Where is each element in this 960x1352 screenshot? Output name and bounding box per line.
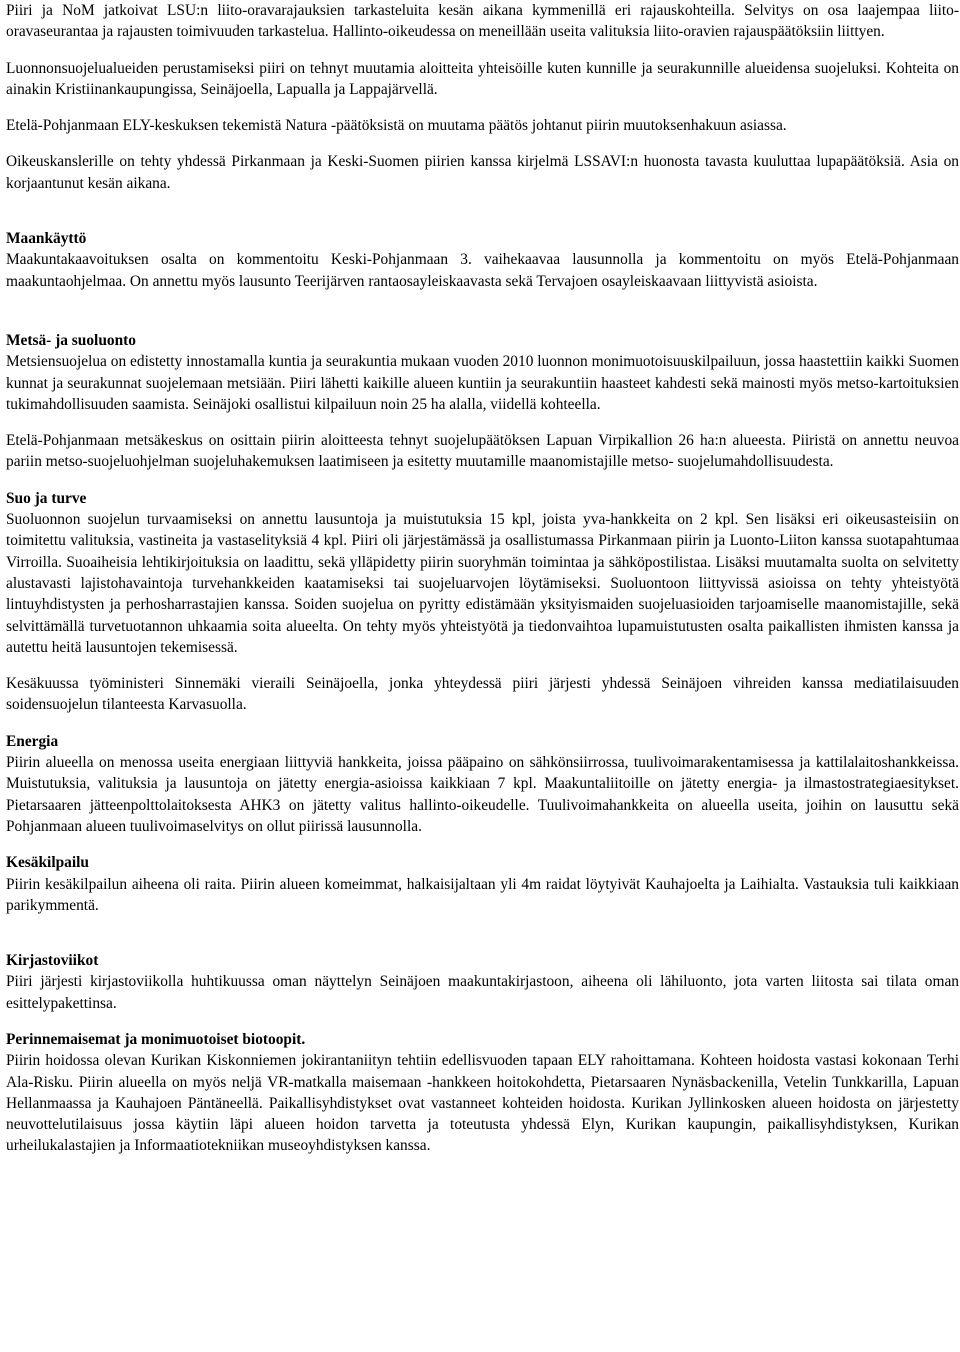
paragraph-luonnonsuojelualueet: Luonnonsuojelualueiden perustamiseksi piiri on tehnyt muutamia aloitteita yhteisöille kuten kunnille ja seurakunnille alueidensa suojeluksi. Kohteita on ainakin Kristiinankaupungissa, Seinäjoella, Lapualla ja Lappajärvellä. — [6, 59, 959, 98]
paragraph-energia: Piirin alueella on menossa useita energiaan liittyviä hankkeita, joissa pääpaino on sähkönsiirrossa, tuulivoimarakentamisessa ja kattilalaitoshankkeissa. Muistutuksia, valituksia ja lausuntoja on jätetty energia-asioissa kaikkiaan 7 kpl. Maakuntaliitoille on jätetty energia- ja ilmastostrategiaesitykset. Pietarsaaren jätteenpolttolaitoksesta AHK3 on jätetty valitus hallinto-oikeudelle. Tuulivoimahankkeita on alueella useita, joihin on lausuttu sekä Pohjanmaan alueen tuulivoimaselvitys on ollut piirissä lausunnolla. — [6, 754, 959, 835]
heading-kirjastoviikot: Kirjastoviikot — [6, 952, 99, 970]
paragraph-liito-orava: Piiri ja NoM jatkoivat LSU:n liito-oravarajauksien tarkasteluita kesän aikana kymmenillä eri rajauskohteilla. Selvitys on osa laajempaa liito-oravaseurantaa ja rajausten toimivuuden tarkastelua. Hallinto-oikeudessa on meneillään useita valituksia liito-oravien rajauspäätöksiin liittyen. — [6, 2, 959, 41]
paragraph-kirjastoviikot: Piiri järjesti kirjastoviikolla huhtikuussa oman näyttelyn Seinäjoen maakuntakirjastoon, aiheena oli lähiluonto, jota varten liitosta sai tilata oman esittelypakettinsa. — [6, 973, 959, 1012]
document-page — [6, 0, 959, 1157]
heading-metsa-ja-suoluonto: Metsä- ja suoluonto — [6, 331, 136, 349]
paragraph-perinnemaisemat: Piirin hoidossa olevan Kurikan Kiskonniemen jokirantaniityn tehtiin edellisvuoden tapaan ELY rahoittamana. Kohteen hoidosta vastasi kokonaan Terhi Ala-Risku. Piirin alueella on myös neljä VR-matkalla maisemaan -hankkeen hoitokohdetta, Pietarsaaren Nynäsbackenilla, Vetelin Tunkkarilla, Lapuan Hellanmaassa ja Kauhajoen Päntäneellä. Paikallisyhdistykset ovat vastanneet kohteiden hoidosta. Kurikan Jyllinkosken alueen hoidosta on järjestetty neuvottelutilaisuus jossa käytiin läpi alueen hoidon tarvetta ja toteutusta yhdessä Elyn, Kurikan kaupungin, paikallisyhdistyksen, Kurikan urheilukalastajien ja Informaatiotekniikan museoyhdistyksen kanssa. — [6, 1052, 959, 1155]
paragraph-metsakeskus: Etelä-Pohjanmaan metsäkeskus on osittain piirin aloitteesta tehnyt suojelupäätöksen Lapuan Virpikallion 26 ha:n alueesta. Piiristä on annettu neuvoa pariin metso-suojeluohjelman suojeluhakemuksen laatimiseen ja esitetty muutamille maanomistajille metso- suojelumahdollisuudesta. — [6, 432, 959, 471]
paragraph-natura-paatokset: Etelä-Pohjanmaan ELY-keskuksen tekemistä Natura -päätöksistä on muutama päätös johtanut piirin muutoksenhakuun asiassa. — [6, 117, 787, 135]
paragraph-suoluonto: Suoluonnon suojelun turvaamiseksi on annettu lausuntoja ja muistutuksia 15 kpl, joista yva-hankkeita on 2 kpl. Sen lisäksi eri oikeusasteisiin on toimitettu valituksia, vastineita ja vastaselityksiä 4 kpl. Piiri oli järjestämässä ja osallistumassa Pirkanmaan piirin ja Luonto-Liiton kanssa suotapahtumaa Virroilla. Suoaiheisia lehtikirjoituksia on laadittu, sekä ylläpidetty piirin suoryhmän toimintaa ja sähköpostilistaa. Lisäksi muutamalta suolta on selvitetty alustavasti lajistohavaintoja turvehankkeiden kaatamiseksi tai suojeluarvojen löytämiseksi. Suoluontoon liittyvissä asioissa on tehty yhteistyötä lintuyhdistysten ja perhosharrastajien kanssa. Soiden suojelua on pyritty edistämään yksityismaiden suojeluasioiden tarjoamiselle maanomistajille, sekä selvittämällä turvetuotannon uhkaamia soita alueelta. On tehty myös yhteistyötä ja tiedonvaihtoa lupamuistutusten osalta paikallisten ihmisten kanssa ja autettu heitä lausuntojen tekemisessä. — [6, 511, 959, 656]
heading-kesakilpailu: Kesäkilpailu — [6, 854, 89, 872]
heading-perinnemaisemat: Perinnemaisemat ja monimuotoiset biotoopit. — [6, 1030, 306, 1048]
heading-energia: Energia — [6, 732, 59, 750]
paragraph-kesakilpailu: Piirin kesäkilpailun aiheena oli raita. Piirin alueen komeimmat, halkaisijaltaan yli 4m raidat löytyivät Kauhajoelta ja Laihialta. Vastauksia tuli kaikkiaan parikymmentä. — [6, 875, 959, 914]
paragraph-metsiensuojelu: Metsiensuojelua on edistetty innostamalla kuntia ja seurakuntia mukaan vuoden 2010 luonnon monimuotoisuuskilpailuun, jossa haastettiin kaikki Suomen kunnat ja seurakunnat suojelemaan metsiään. Piiri lähetti kaikille alueen kuntiin ja seurakuntiin haasteet kahdesti sekä mainosti myös metso-kartoituksien tukimahdollisuuden saamista. Seinäjoki osallistui kilpailuun noin 25 ha alalla, viidellä kohteella. — [6, 353, 959, 413]
paragraph-maankaytto: Maakuntakaavoituksen osalta on kommentoitu Keski-Pohjanmaan 3. vaihekaavaa lausunnolla ja kommentoitu on myös Etelä-Pohjanmaan maakuntaohjelmaa. On annettu myös lausunto Teerijärven rantaosayleiskaavasta sekä Tervajoen osayleiskaavaan liittyvistä asioista. — [6, 251, 959, 290]
heading-maankaytto: Maankäyttö — [6, 230, 87, 248]
paragraph-sinnemaki: Kesäkuussa työministeri Sinnemäki vieraili Seinäjoella, jonka yhteydessä piiri järjesti yhdessä Seinäjoen vihreiden kanssa mediatilaisuuden soidensuojelun tilanteesta Karvasuolla. — [6, 675, 959, 714]
heading-suo-ja-turve: Suo ja turve — [6, 489, 87, 507]
paragraph-oikeuskansleri: Oikeuskanslerille on tehty yhdessä Pirkanmaan ja Keski-Suomen piirien kanssa kirjelmä LSSAVI:n huonosta tavasta kuuluttaa lupapäätöksiä. Asia on korjaantunut kesän aikana. — [6, 153, 959, 192]
